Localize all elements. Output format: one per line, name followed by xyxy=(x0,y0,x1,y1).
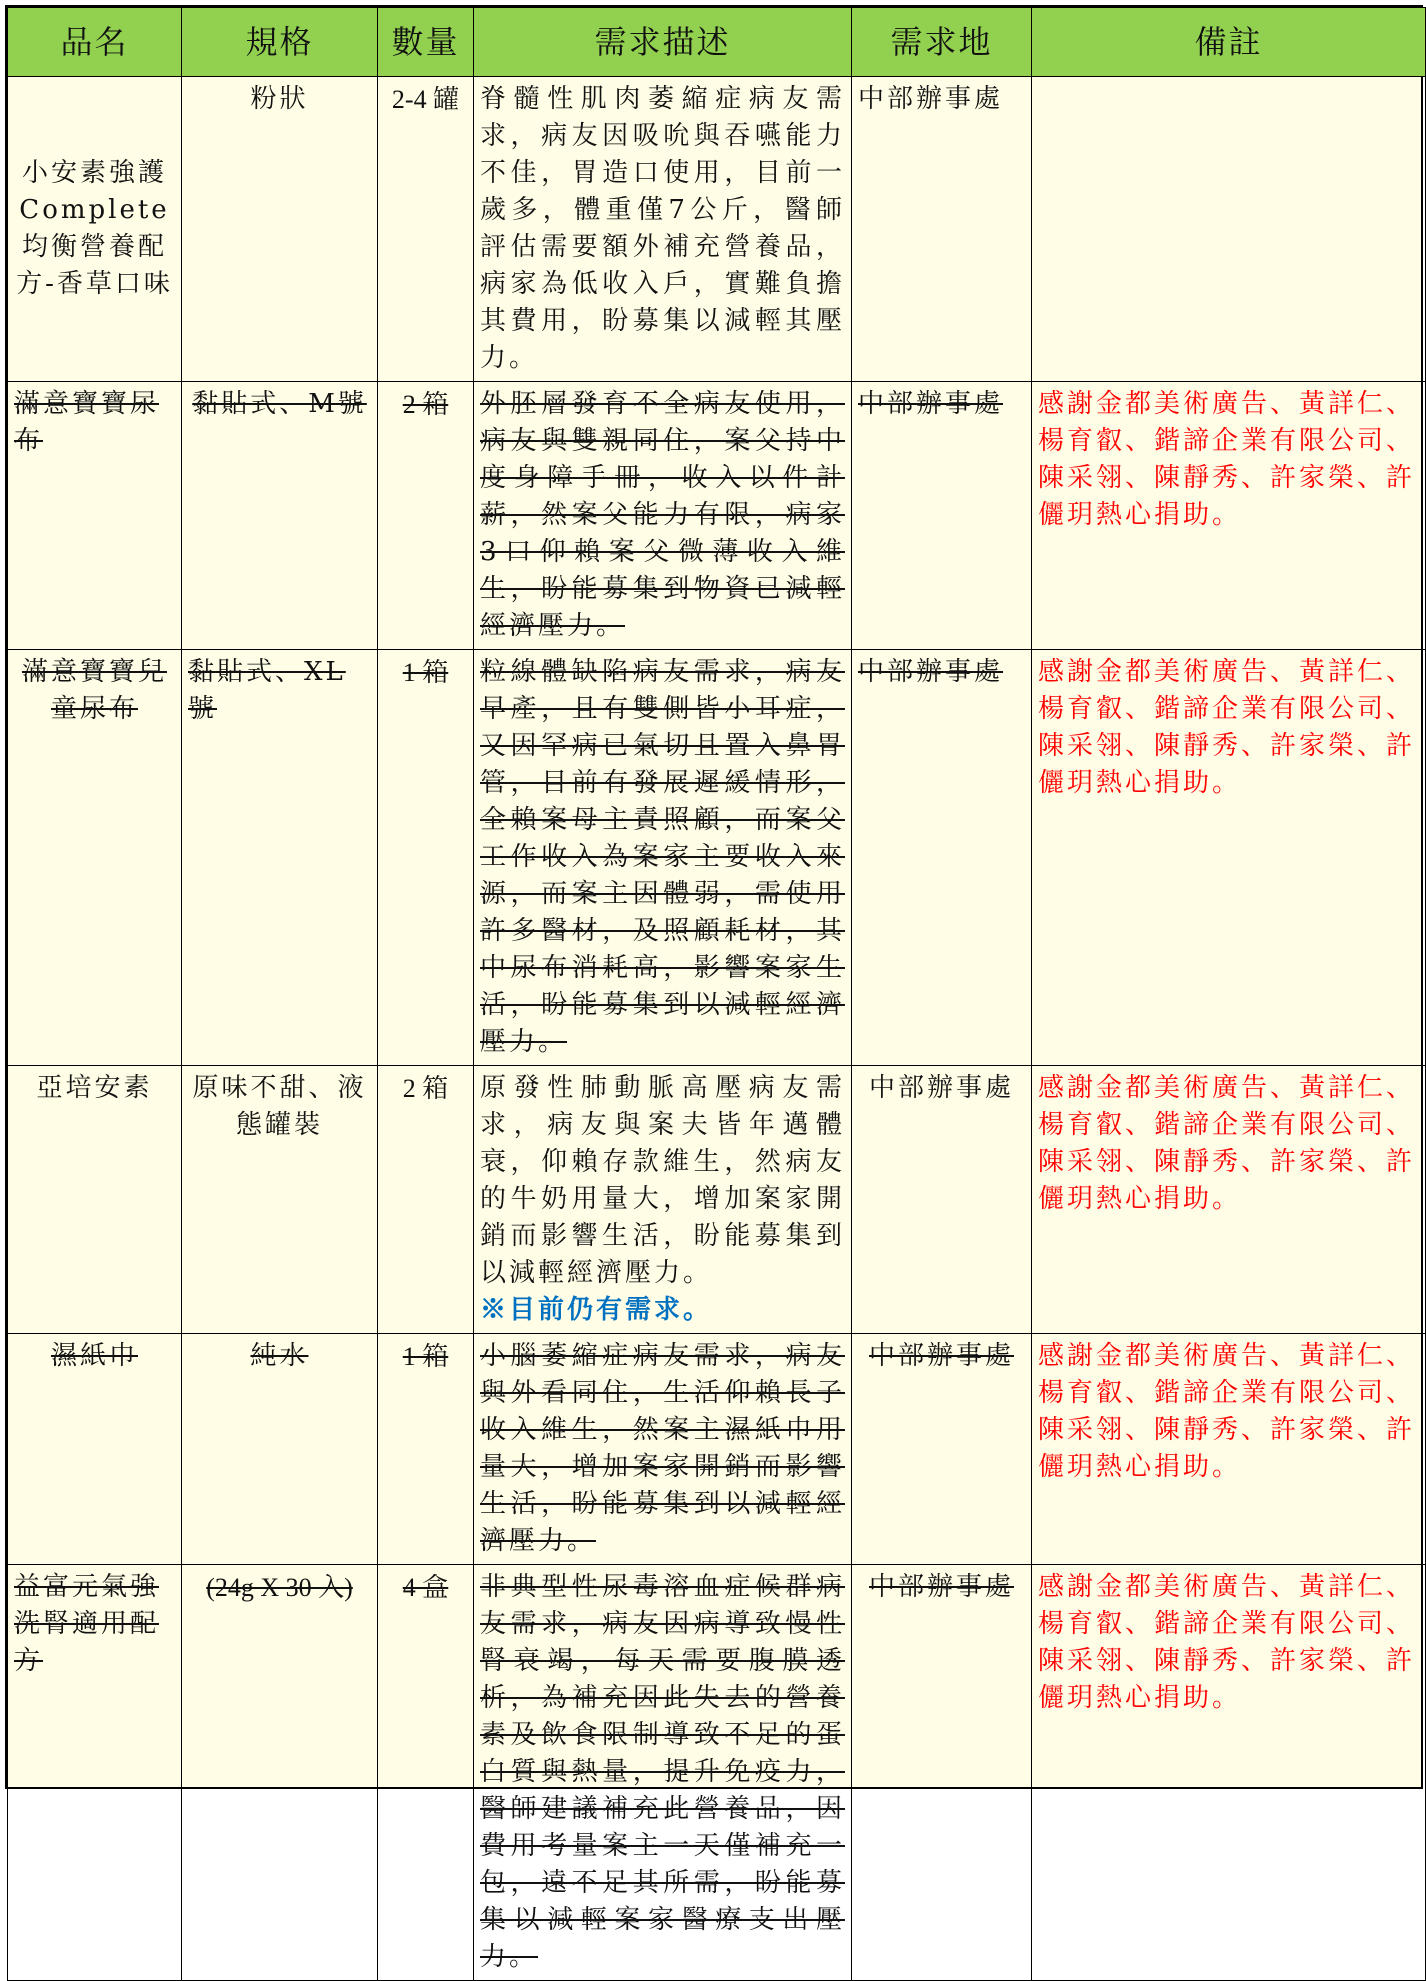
header-item-name: 品名 xyxy=(8,8,182,77)
item-note: 感謝金都美術廣告、黃詳仁、楊育叡、鍇諦企業有限公司、陳采翎、陳靜秀、許家榮、許儷玥熱心捐助。 xyxy=(1038,389,1416,530)
item-desc: 脊髓性肌肉萎縮症病友需求，病友因吸吮與吞嚥能力不佳，胃造口使用，目前一歲多，體重僅7公斤，醫師評估需要額外補充營養品，病家為低收入戶，實難負擔其費用，盼募集以減輕其壓力。 xyxy=(480,84,845,373)
item-desc: 小腦萎縮症病友需求，病友與外看同住，生活仰賴長子收入維生，然案主濕紙巾用量大，增加案家開銷而影響生活，盼能募集到以減輕經濟壓力。 xyxy=(480,1341,845,1556)
item-desc-cell xyxy=(474,1565,852,1981)
item-place: 中部辦事處 xyxy=(868,1572,1014,1602)
item-spec: 黏貼式、XL號 xyxy=(188,657,346,724)
item-desc-cell xyxy=(474,1334,852,1565)
item-spec: (24g X 30 入) xyxy=(206,1573,353,1602)
header-row xyxy=(8,8,1426,77)
item-note: 感謝金都美術廣告、黃詳仁、楊育叡、鍇諦企業有限公司、陳采翎、陳靜秀、許家榮、許儷玥熱心捐助。 xyxy=(1038,1341,1416,1482)
item-note-cell xyxy=(1032,1565,1426,1981)
item-desc: 外胚層發育不全病友使用，病友與雙親同住，案父持中度身障手冊，收入以件計薪，然案父能力有限，病家3口仰賴案父微薄收入維生，盼能募集到物資已減輕經濟壓力。 xyxy=(480,389,845,641)
header-quantity: 數量 xyxy=(378,8,474,77)
header-description: 需求描述 xyxy=(474,8,852,77)
item-qty-cell xyxy=(378,1066,474,1334)
item-place-cell xyxy=(852,382,1032,650)
item-qty: 1 箱 xyxy=(402,658,449,687)
item-place: 中部辦事處 xyxy=(868,1341,1014,1371)
item-desc-cell xyxy=(474,382,852,650)
item-name: 亞培安素 xyxy=(36,1073,153,1103)
item-place: 中部辦事處 xyxy=(858,84,1004,114)
item-name-cell xyxy=(8,382,182,650)
item-place-cell xyxy=(852,1066,1032,1334)
item-name-cell xyxy=(8,1334,182,1565)
item-place: 中部辦事處 xyxy=(868,1073,1014,1103)
item-name-cell xyxy=(8,1066,182,1334)
header-location: 需求地 xyxy=(852,8,1032,77)
table-row xyxy=(8,1066,1426,1334)
table-row xyxy=(8,650,1426,1066)
item-spec-cell xyxy=(182,1066,378,1334)
donation-needs-table xyxy=(7,7,1426,1981)
item-name-cell xyxy=(8,650,182,1066)
item-name: 濕紙巾 xyxy=(50,1341,138,1371)
item-note: 感謝金都美術廣告、黃詳仁、楊育叡、鍇諦企業有限公司、陳采翎、陳靜秀、許家榮、許儷玥熱心捐助。 xyxy=(1038,1572,1416,1713)
item-place: 中部辦事處 xyxy=(858,389,1004,419)
donation-needs-table-container xyxy=(5,5,1423,1972)
item-qty-cell xyxy=(378,1334,474,1565)
item-spec: 純水 xyxy=(250,1341,309,1371)
header-spec: 規格 xyxy=(182,8,378,77)
table-row xyxy=(8,382,1426,650)
item-qty-cell xyxy=(378,1565,474,1981)
item-spec-cell xyxy=(182,77,378,382)
item-note-cell xyxy=(1032,77,1426,382)
item-qty-cell xyxy=(378,650,474,1066)
header-remarks: 備註 xyxy=(1032,8,1426,77)
item-note-cell xyxy=(1032,382,1426,650)
item-spec: 黏貼式、M號 xyxy=(192,389,367,419)
item-name: 滿意寶寶尿布 xyxy=(14,389,160,456)
item-name-cell xyxy=(8,77,182,382)
item-place-cell xyxy=(852,1565,1032,1981)
item-qty: 4 盒 xyxy=(402,1573,449,1602)
item-name: 小安素強護Complete均衡營養配方-香草口味 xyxy=(16,158,173,299)
item-desc-cell xyxy=(474,1066,852,1334)
still-needed-note: ※目前仍有需求。 xyxy=(480,1295,713,1325)
item-spec: 粉狀 xyxy=(250,84,309,114)
table-row xyxy=(8,77,1426,382)
item-name-cell xyxy=(8,1565,182,1981)
item-spec: 原味不甜、液態罐裝 xyxy=(192,1073,367,1140)
table-row xyxy=(8,1334,1426,1565)
item-spec-cell xyxy=(182,1334,378,1565)
item-place-cell xyxy=(852,1334,1032,1565)
item-qty: 2 箱 xyxy=(402,390,449,419)
item-desc: 原發性肺動脈高壓病友需求，病友與案夫皆年邁體衰，仰賴存款維生，然病友的牛奶用量大，增加案家開銷而影響生活，盼能募集到以減輕經濟壓力。 xyxy=(480,1073,845,1288)
item-place: 中部辦事處 xyxy=(858,657,1004,687)
item-desc-cell xyxy=(474,77,852,382)
item-qty-cell xyxy=(378,77,474,382)
item-spec-cell xyxy=(182,650,378,1066)
item-desc: 粒線體缺陷病友需求，病友早產，且有雙側皆小耳症，又因罕病已氣切且置入鼻胃管，目前有發展遲緩情形，全賴案母主責照顧，而案父工作收入為案家主要收入來源，而案主因體弱，需使用許多醫材，及照顧耗材，其中尿布消耗高，影響案家生活，盼能募集到以減輕經濟壓力。 xyxy=(480,657,845,1057)
item-note-cell xyxy=(1032,1334,1426,1565)
item-qty: 2-4 罐 xyxy=(391,85,460,114)
item-note-cell xyxy=(1032,650,1426,1066)
item-note: 感謝金都美術廣告、黃詳仁、楊育叡、鍇諦企業有限公司、陳采翎、陳靜秀、許家榮、許儷玥熱心捐助。 xyxy=(1038,1073,1416,1214)
table-row xyxy=(8,1565,1426,1981)
item-spec-cell xyxy=(182,382,378,650)
item-qty-cell xyxy=(378,382,474,650)
item-qty: 1 箱 xyxy=(402,1342,449,1371)
item-name: 益富元氣強洗腎適用配方 xyxy=(14,1572,160,1676)
item-place-cell xyxy=(852,650,1032,1066)
item-name: 滿意寶寶兒童尿布 xyxy=(21,657,167,724)
item-place-cell xyxy=(852,77,1032,382)
item-note: 感謝金都美術廣告、黃詳仁、楊育叡、鍇諦企業有限公司、陳采翎、陳靜秀、許家榮、許儷玥熱心捐助。 xyxy=(1038,657,1416,798)
item-qty: 2 箱 xyxy=(402,1074,449,1103)
item-spec-cell xyxy=(182,1565,378,1981)
item-desc-cell xyxy=(474,650,852,1066)
item-desc: 非典型性尿毒溶血症候群病友需求，病友因病導致慢性腎衰竭，每天需要腹膜透析，為補充因此失去的營養素及飲食限制導致不足的蛋白質與熱量，提升免疫力，醫師建議補充此營養品，因費用考量案主一天僅補充一包，遠不足其所需，盼能募集以減輕案家醫療支出壓力。 xyxy=(480,1572,845,1972)
item-note-cell xyxy=(1032,1066,1426,1334)
